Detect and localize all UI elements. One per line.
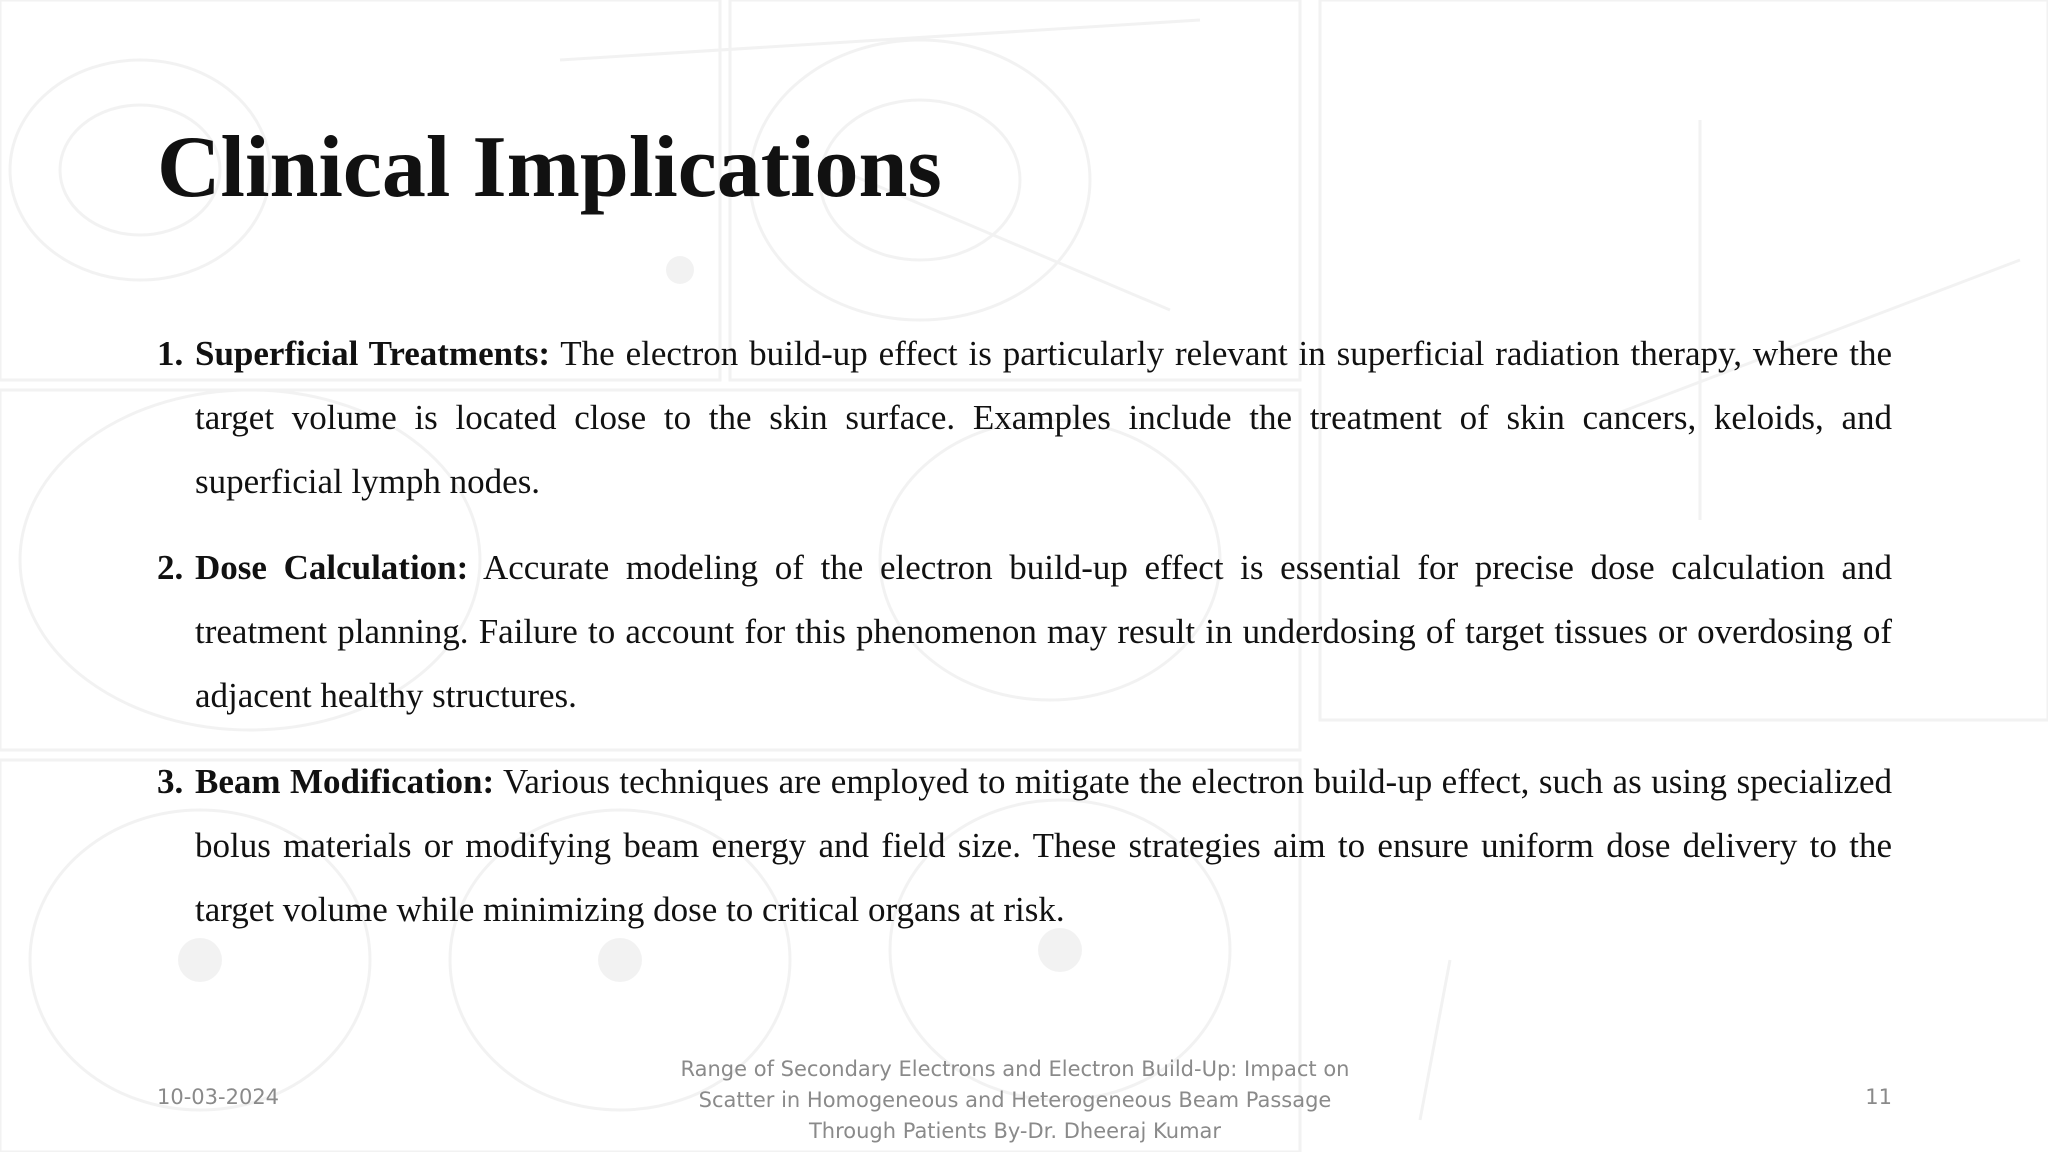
- list-item-text: The electron build-up effect is particularly relevant in superficial radiation therapy, where the target volume is located close to the skin surface. Examples include the treatment of skin cancers, keloids, and superficial lymph nodes.: [195, 334, 1892, 501]
- list-item-heading: Superficial Treatments:: [195, 334, 551, 373]
- list-item-beam-modification: [157, 750, 1892, 942]
- list-number: 2.: [157, 548, 184, 587]
- implications-list: [157, 322, 1892, 964]
- footer-date: 10-03-2024: [157, 1085, 280, 1109]
- list-item-heading: Beam Modification:: [195, 762, 495, 801]
- page-number: 11: [1865, 1085, 1892, 1109]
- list-item-superficial-treatments: [157, 322, 1892, 514]
- footer-presentation-title: [660, 1054, 1370, 1147]
- slide-title: Clinical Implications: [157, 119, 942, 216]
- list-number: 1.: [157, 334, 184, 373]
- list-item-text: Various techniques are employed to mitigate the electron build-up effect, such as using specialized bolus materials or modifying beam energy and field size. These strategies aim to ensure uniform dose delivery to the target volume while minimizing dose to critical organs at risk.: [195, 762, 1892, 929]
- footer-title-line: Scatter in Homogeneous and Heterogeneous Beam Passage: [698, 1088, 1332, 1112]
- list-number: 3.: [157, 762, 184, 801]
- footer-title-line: Range of Secondary Electrons and Electron Build-Up: Impact on: [680, 1057, 1350, 1081]
- footer-title-line: Through Patients By-Dr. Dheeraj Kumar: [808, 1119, 1222, 1143]
- list-item-text: Accurate modeling of the electron build-up effect is essential for precise dose calculation and treatment planning. Failure to account for this phenomenon may result in underdosing of target tissues or overdosing of adjacent healthy structures.: [195, 548, 1892, 715]
- list-item-heading: Dose Calculation:: [195, 548, 469, 587]
- list-item-dose-calculation: [157, 536, 1892, 728]
